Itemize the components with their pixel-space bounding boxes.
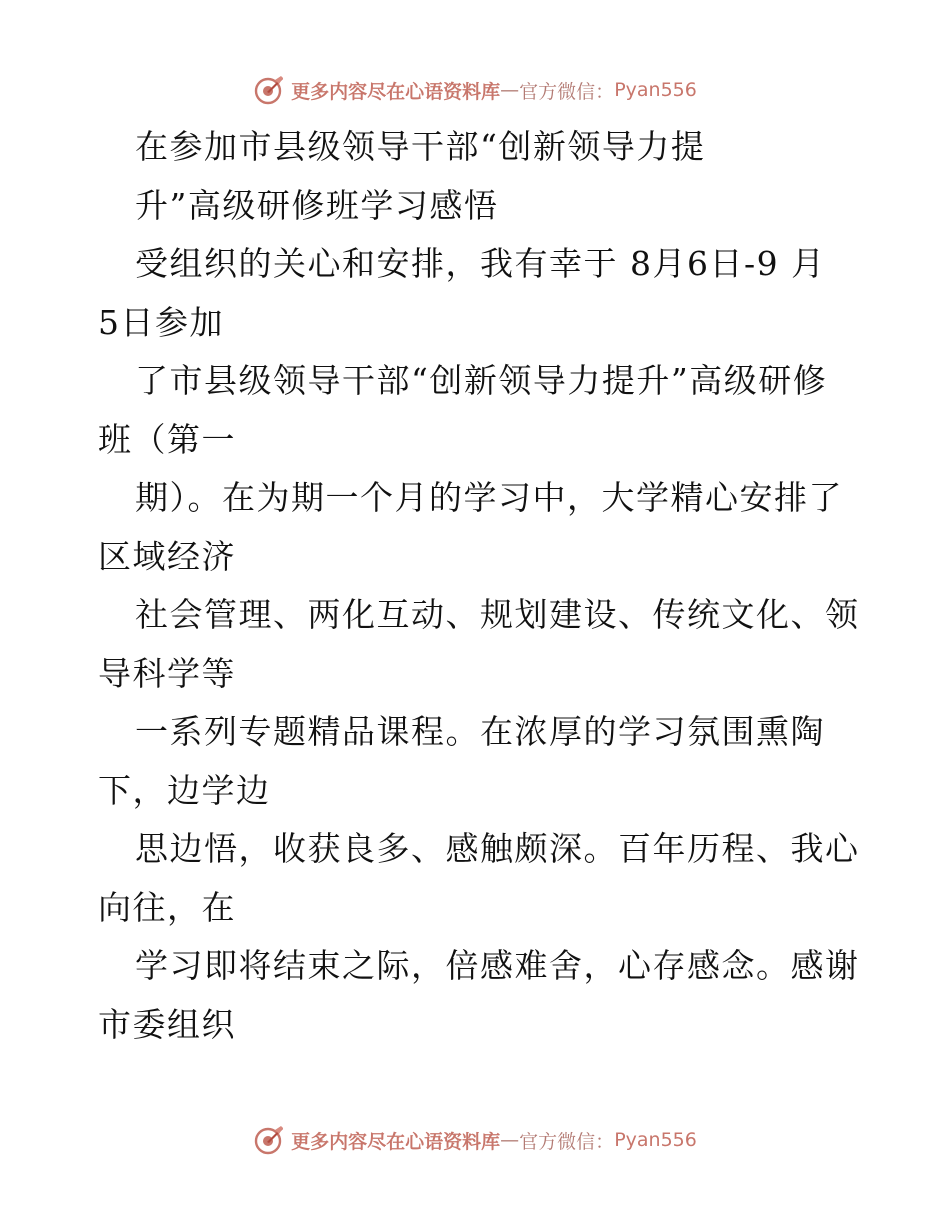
text-line: 5日参加 [98,302,224,342]
quill-pen-circle-icon [253,1124,285,1156]
text-line: 班（第一 [98,419,236,459]
text-line: 市委组织 [98,1004,236,1044]
watermark-site-text: 更多内容尽在心语资料库 [291,80,501,103]
text-line: 期）。在为期一个月的学习中，大学精心安排了 [135,478,843,517]
watermark-wechat-label: 官方微信： [519,1130,615,1153]
text-line: 学习即将结束之际，倍感难舍，心存感念。感谢 [135,946,860,985]
text-line: 导科学等 [98,653,236,693]
text-line: 升”高级研修班学习感悟 [135,185,499,225]
footer-watermark [0,1120,950,1160]
watermark-separator: — [500,79,520,101]
watermark-separator: — [500,1129,520,1151]
watermark-wechat-label: 官方微信： [519,80,615,103]
watermark-wechat-id: Pyan556 [614,79,697,101]
quill-pen-circle-icon [253,74,285,106]
header-watermark [0,70,950,110]
text-line: 在参加市县级领导干部“创新领导力提 [135,127,706,166]
watermark-site-text: 更多内容尽在心语资料库 [291,1130,501,1153]
text-line: 社会管理、两化互动、规划建设、传统文化、领 [135,595,860,634]
text-line: 受组织的关心和安排，我有幸于 8月6日-9 月 [135,244,826,283]
watermark-wechat-id: Pyan556 [614,1129,697,1151]
document-body [98,118,858,1054]
text-line: 了市县级领导干部“创新领导力提升”高级研修 [135,361,828,400]
text-line: 思边悟，收获良多、感触颇深。百年历程、我心 [135,829,860,868]
text-line: 区域经济 [98,536,236,576]
text-line: 一系列专题精品课程。在浓厚的学习氛围熏陶 [135,712,825,751]
text-line: 下，边学边 [98,770,271,810]
text-line: 向往，在 [98,887,236,927]
